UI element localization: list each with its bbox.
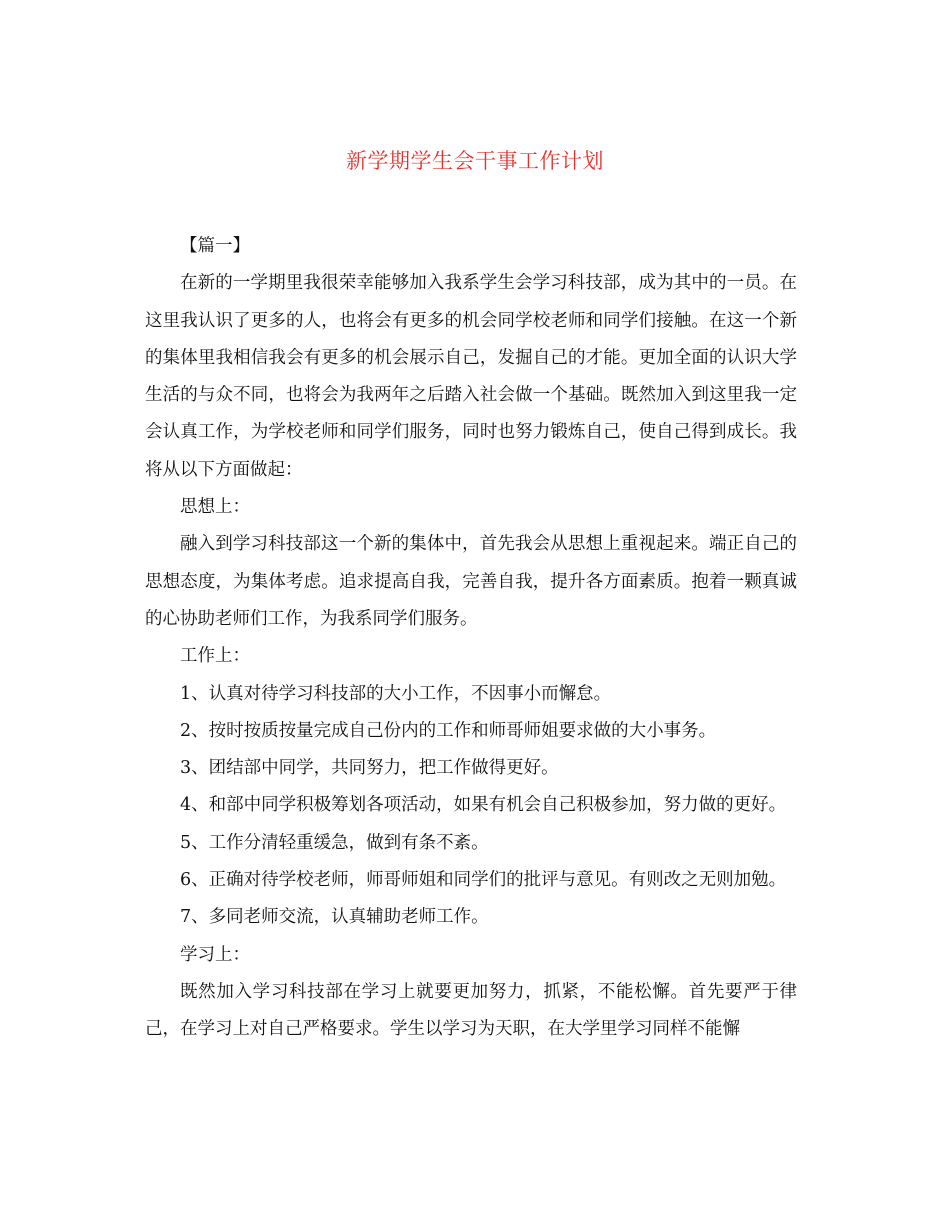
section-heading-part-one: 【篇一】 (180, 236, 250, 256)
heading-study: 学习上： (180, 944, 250, 965)
work-item-1: 1、认真对待学习科技部的大小工作，不因事小而懈怠。 (180, 683, 612, 704)
document-body (145, 228, 797, 1049)
work-item-2: 2、按时按质按量完成自己份内的工作和师哥师姐要求做的大小事务。 (180, 720, 717, 741)
work-item-4: 4、和部中同学积极筹划各项活动，如果有机会自己积极参加，努力做的更好。 (180, 795, 787, 816)
work-item-7: 7、多同老师交流，认真辅助老师工作。 (180, 907, 489, 928)
heading-work: 工作上： (180, 646, 250, 667)
study-paragraph: 既然加入学习科技部在学习上就要更加努力，抓紧，不能松懈。首先要严于律己，在学习上对自己严格要求。学生以学习为天职，在大学里学习同样不能懈 (145, 981, 797, 1040)
heading-thought: 思想上： (180, 497, 250, 518)
document-title: 新学期学生会干事工作计划 (346, 149, 604, 173)
intro-paragraph: 在新的一学期里我很荣幸能够加入我系学生会学习科技部，成为其中的一员。在这里我认识了更多的人，也将会有更多的机会同学校老师和同学们接触。在这一个新的集体里我相信我会有更多的机会展示自己，发掘自己的才能。更加全面的认识大学生活的与众不同，也将会为我两年之后踏入社会做一个基础。既然加入到这里我一定会认真工作，为学校老师和同学们服务，同时也努力锻炼自己，使自己得到成长。我将从以下方面做起： (145, 273, 797, 480)
work-item-3: 3、团结部中同学，共同努力，把工作做得更好。 (180, 758, 559, 779)
thought-paragraph: 融入到学习科技部这一个新的集体中，首先我会从思想上重视起来。端正自己的思想态度，为集体考虑。追求提高自我，完善自我，提升各方面素质。抱着一颗真诚的心协助老师们工作，为我系同学们服务。 (145, 534, 797, 629)
work-item-6: 6、正确对待学校老师，师哥师姐和同学们的批评与意见。有则改之无则加勉。 (180, 870, 787, 891)
work-item-5: 5、工作分清轻重缓急，做到有条不紊。 (180, 832, 489, 853)
